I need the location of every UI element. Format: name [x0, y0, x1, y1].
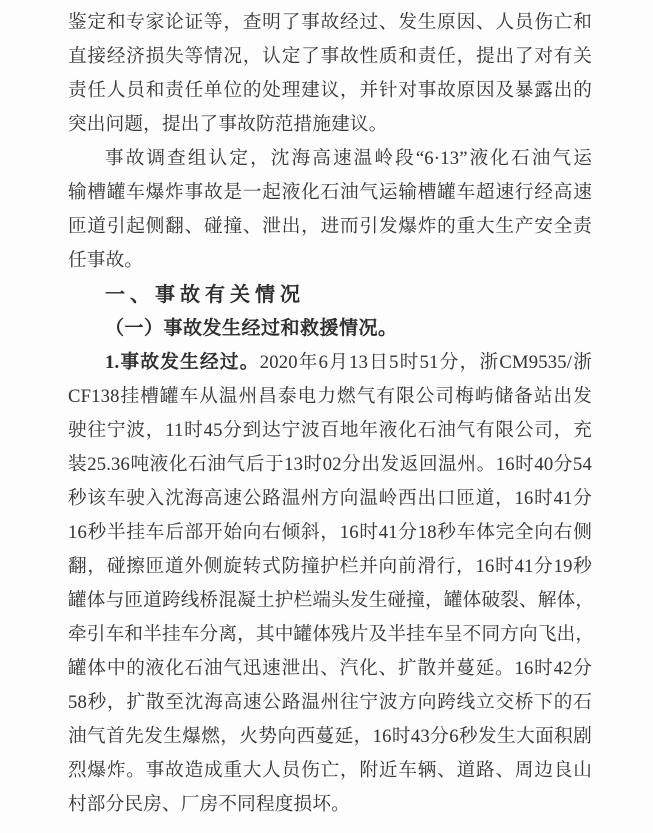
- text-line: [68, 618, 595, 652]
- text-run: 罐体中的液化石油气迅速泄出、汽化、扩散并蔓延。16时42分: [68, 658, 592, 679]
- text-run: 烈爆炸。事故造成重大人员伤亡，附近车辆、道路、周边良山: [68, 760, 592, 781]
- text-run: 2020年6月13日5时51分，浙CM9535/浙: [259, 352, 592, 373]
- text-run: 翻，碰擦匝道外侧旋转式防撞护栏并向前滑行，16时41分19秒: [68, 556, 592, 577]
- text-run: 16秒半挂车后部开始向右倾斜，16时41分18秒车体完全向右侧: [68, 522, 592, 543]
- text-line: [68, 74, 592, 108]
- text-run: 直接经济损失等情况，认定了事故性质和责任，提出了对有关: [68, 46, 592, 67]
- text-line: [68, 380, 592, 414]
- text-run: CF138挂槽罐车从温州昌泰电力燃气有限公司梅屿储备站出发: [68, 386, 592, 407]
- text-line: [68, 686, 592, 720]
- text-run: 罐体与匝道跨线桥混凝土护栏端头发生碰撞，罐体破裂、解体，: [68, 590, 595, 611]
- text-line: [68, 550, 592, 584]
- text-line: [68, 482, 592, 516]
- text-run: 油气首先发生爆燃，火势向西蔓延，16时43分6秒发生大面积剧: [68, 726, 592, 747]
- text-run: 输槽罐车爆炸事故是一起液化石油气运输槽罐车超速行经高速: [68, 182, 592, 203]
- text-run: （一）事故发生经过和救援情况。: [105, 318, 398, 339]
- text-run: 突出问题，提出了事故防范措施建议。: [68, 114, 388, 135]
- text-line: [68, 414, 592, 448]
- heading2-line: [68, 312, 592, 346]
- text-line: [68, 788, 592, 822]
- text-run: 鉴定和专家论证等，查明了事故经过、发生原因、人员伤亡和: [68, 12, 592, 33]
- text-line: [68, 40, 592, 74]
- text-run: 村部分民房、厂房不同程度损坏。: [68, 794, 350, 815]
- text-run: 责任人员和责任单位的处理建议，并针对事故原因及暴露出的: [68, 80, 592, 101]
- text-line: [68, 142, 592, 176]
- text-line: [68, 244, 592, 278]
- text-line: [68, 754, 592, 788]
- text-line: [68, 448, 592, 482]
- text-line: [68, 720, 592, 754]
- text-run: 一、事故有关情况: [105, 284, 305, 306]
- heading1-line: [68, 278, 592, 312]
- text-run: 事故调查组认定，沈海高速温岭段“6·13”液化石油气运: [105, 148, 592, 169]
- bold-text-run: 1.事故发生经过。: [105, 352, 260, 373]
- text-line: [68, 652, 592, 686]
- text-line: [68, 6, 592, 40]
- text-line: [68, 176, 592, 210]
- text-run: 牵引车和半挂车分离，其中罐体残片及半挂车呈不同方向飞出，: [68, 624, 595, 645]
- text-run: 任事故。: [68, 250, 144, 271]
- text-run: 驶往宁波，11时45分到达宁波百地年液化石油气有限公司，充: [68, 420, 592, 441]
- text-line: [68, 108, 592, 142]
- text-line: [68, 210, 592, 244]
- document-content: [68, 6, 595, 822]
- text-line: [68, 516, 592, 550]
- text-run: 58秒，扩散至沈海高速公路温州往宁波方向跨线立交桥下的石: [68, 692, 592, 713]
- text-run: 匝道引起侧翻、碰撞、泄出，进而引发爆炸的重大生产安全责: [68, 216, 592, 237]
- text-run: 秒该车驶入沈海高速公路温州方向温岭西出口匝道，16时41分: [68, 488, 592, 509]
- text-run: 装25.36吨液化石油气后于13时02分出发返回温州。16时40分54: [68, 454, 592, 475]
- text-line: [68, 584, 595, 618]
- text-line: [68, 346, 592, 380]
